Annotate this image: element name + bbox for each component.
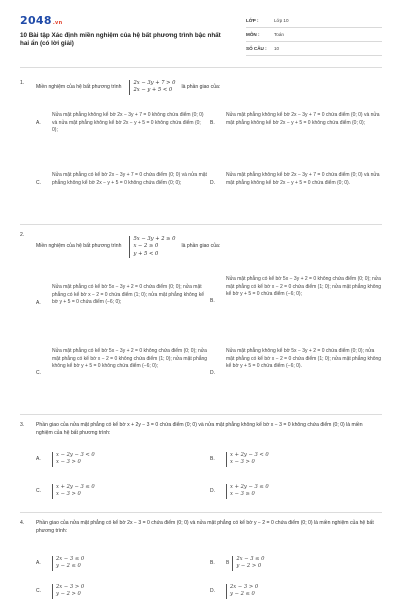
inequality: 2x − 3 ≤ 0	[236, 556, 265, 562]
option-text: Nửa mặt phẳng có kể bờ 5x − 3y + 2 = 0 chứa điểm (0; 0); nửa mặt phẳng có kể bờ x − 2 = 0 chứa điểm (1; 0); nửa mặt phẳng không kể bờ y + 5 = 0 chứa điểm (−6; 0);	[52, 284, 205, 305]
inequality: 2x − 3 > 0	[230, 584, 259, 590]
inequality: y − 2 > 0	[236, 563, 262, 570]
option-letter: D.	[210, 488, 215, 494]
logo-suffix: .vn	[52, 20, 63, 26]
option-letter: B.	[210, 298, 215, 304]
option-content	[226, 584, 382, 599]
meta-row-count	[246, 42, 382, 56]
question-number: 1.	[20, 80, 25, 86]
document-title: 10 Bài tập Xác định miền nghiệm của hệ bất phương trình bậc nhất hai ẩn (có lời giải)	[20, 32, 221, 48]
logo-text: 2048	[20, 14, 52, 27]
inequality: x + 2y − 3 ≤ 0	[230, 484, 269, 490]
meta-value: 10	[274, 46, 280, 51]
stem-text: Miền nghiệm của hệ bất phương trình	[36, 83, 122, 90]
inequality-system	[129, 236, 175, 258]
question-stem: Phần giao của nửa mặt phẳng có kể bờ x + 2y − 3 = 0 chứa điểm (0; 0) và nửa mặt phẳng không kể bờ x − 3 = 0 không chứa điểm (0; 0) là miền nghiệm của hệ bất phương trình:	[36, 422, 363, 436]
inequality: y − 2 ≤ 0	[56, 563, 81, 570]
inequality: 2x − 3 > 0	[56, 584, 85, 590]
question-stem	[36, 80, 376, 95]
meta-value: Toán	[274, 32, 284, 37]
inequality: x + 2y − 3 < 0	[230, 452, 269, 458]
inequality: x − 2 ≥ 0	[133, 243, 159, 250]
inequality-system	[226, 484, 269, 499]
stem-text: là phần giao của:	[181, 243, 221, 250]
inequality-system	[226, 452, 269, 467]
inequality: 2x − 3y + 7 > 0	[133, 80, 176, 86]
inequality-system	[226, 584, 258, 599]
divider	[20, 224, 382, 225]
inequality: x + 2y − 3 ≤ 0	[56, 484, 95, 490]
inequality-system	[52, 484, 95, 499]
option-content	[52, 452, 208, 467]
option-letter: B.	[210, 456, 215, 462]
inequality-system	[129, 80, 175, 95]
question-number: 4.	[20, 520, 25, 526]
option-letter: B.	[210, 560, 215, 566]
divider	[20, 67, 382, 68]
inequality: y − 2 > 0	[56, 591, 81, 598]
question-number: 3.	[20, 422, 25, 428]
option-letter: A.	[36, 456, 41, 462]
option-letter: C.	[36, 488, 41, 494]
option-content	[226, 556, 382, 571]
option-text: Nửa mặt phẳng không kể bờ 5x − 3y + 2 = 0 chứa điểm (0; 0); nửa mặt phẳng có kể bờ x − 2 = 0 chứa điểm (1; 0); nửa mặt phẳng không kể bờ y + 5 = 0 chứa điểm (−6; 0).	[226, 348, 382, 369]
inequality-system	[52, 452, 95, 467]
option-text: Nửa mặt phẳng không kể bờ 2x − 3y + 7 = 0 chứa điểm (0; 0) và nửa mặt phẳng không kể bờ 2x − y + 5 = 0 chứa điểm (0; 0).	[226, 172, 380, 186]
option-text: Nửa mặt phẳng không kể bờ 2x − 3y + 7 = 0 không chứa điểm (0; 0) và nửa mặt phẳng không kể bờ 2x − y + 5 = 0 không chứa điểm (0; 0);	[52, 112, 204, 133]
meta-key: MÔN :	[246, 32, 260, 37]
question-stem: Phần giao của nửa mặt phẳng có kể bờ 2x − 3 = 0 chứa điểm (0; 0) và nửa mặt phẳng có kể bờ y − 2 = 0 chứa điểm (0; 0) là miền nghiệm của hệ bất phương trình:	[36, 520, 374, 534]
option-letter: D.	[210, 588, 215, 594]
inequality: y − 2 ≤ 0	[230, 591, 255, 598]
meta-key: LỚP :	[246, 18, 259, 23]
option-content	[226, 452, 382, 467]
meta-key: SỐ CÂU :	[246, 46, 267, 51]
option-letter: C.	[36, 180, 41, 186]
inequality: x − 3 > 0	[56, 459, 81, 466]
inequality-system	[52, 584, 84, 599]
meta-table	[246, 14, 382, 56]
option-content	[52, 484, 208, 499]
site-logo[interactable]	[20, 14, 62, 27]
option-letter: D.	[210, 180, 215, 186]
option-content	[226, 484, 382, 499]
inequality: x − 3 ≥ 0	[230, 491, 255, 498]
option-letter: A.	[36, 120, 41, 126]
meta-row-class	[246, 14, 382, 28]
option-letter: B.	[210, 120, 215, 126]
inequality: 2x − y + 5 < 0	[133, 87, 173, 94]
meta-value: Lớp 10	[274, 18, 289, 23]
option-prefix: B	[226, 559, 230, 566]
inequality-system	[232, 556, 264, 571]
stem-text: là phần giao của:	[181, 83, 221, 90]
option-letter: C.	[36, 370, 41, 376]
inequality: 5x − 3y + 2 ≥ 0	[133, 236, 176, 242]
inequality: y + 5 < 0	[133, 250, 159, 257]
divider	[20, 414, 382, 415]
option-letter: A.	[36, 560, 41, 566]
option-text: Nửa mặt phẳng có kể bờ 5x − 3y + 2 = 0 không chứa điểm (0; 0); nửa mặt phẳng có kể bờ x − 2 = 0 không chứa điểm (1; 0); nửa mặt phẳng không kể bờ y + 5 = 0 không chứa điểm (−6; 0);	[52, 348, 208, 369]
option-text: Nửa mặt phẳng có kể bờ 5x − 3y + 2 = 0 không chứa điểm (0; 0); nửa mặt phẳng có kể bờ x − 2 = 0 chứa điểm (1; 0); nửa mặt phẳng không kể bờ y + 5 = 0 chứa điểm (−6; 0);	[226, 276, 382, 297]
inequality: x − 3 > 0	[56, 491, 81, 498]
inequality-system	[52, 556, 84, 571]
page-header	[20, 14, 382, 58]
option-letter: A.	[36, 300, 41, 306]
option-content	[52, 584, 208, 599]
meta-row-subject	[246, 28, 382, 42]
inequality: 2x − 3 ≤ 0	[56, 556, 85, 562]
option-content	[52, 556, 208, 571]
option-letter: D.	[210, 370, 215, 376]
inequality: x − 3 > 0	[230, 459, 255, 466]
question-number: 2.	[20, 232, 25, 238]
inequality: x − 2y − 3 < 0	[56, 452, 95, 458]
divider	[20, 512, 382, 513]
question-stem	[36, 236, 376, 258]
option-text: Nửa mặt phẳng có kể bờ 2x − 3y + 7 = 0 chứa điểm (0; 0) và nửa mặt phẳng không kể bờ 2x − y + 5 = 0 không chứa điểm (0; 0);	[52, 172, 207, 186]
stem-text: Miền nghiệm của hệ bất phương trình	[36, 243, 122, 250]
option-text: Nửa mặt phẳng không kể bờ 2x − 3y + 7 = 0 chứa điểm (0; 0) và nửa mặt phẳng không kể bờ 2x − y + 5 = 0 không chứa điểm (0; 0);	[226, 112, 380, 126]
option-letter: C.	[36, 588, 41, 594]
